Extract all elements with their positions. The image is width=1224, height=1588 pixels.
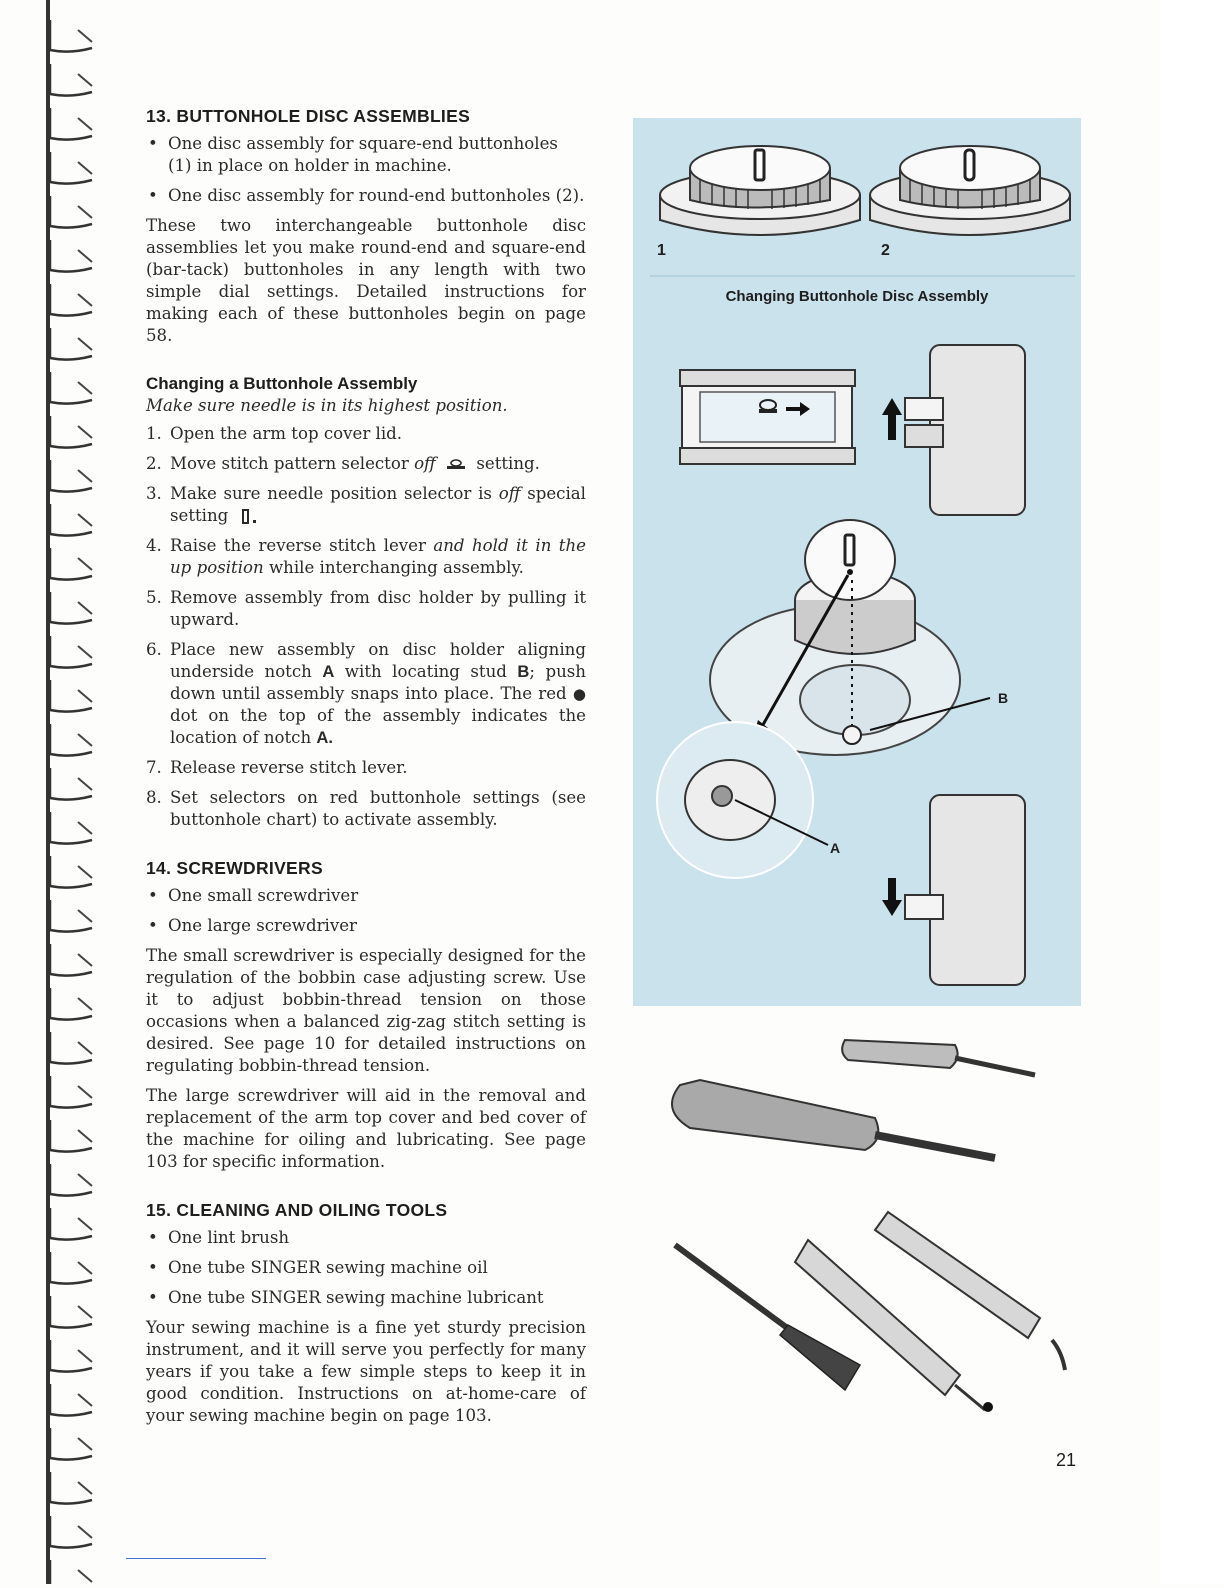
page-number: 21	[1056, 1450, 1077, 1470]
round-end-disc-illustration	[870, 146, 1070, 235]
step-number: 7.	[146, 758, 162, 777]
step-number: 2.	[146, 454, 162, 473]
figure-caption: Changing Buttonhole Disc Assembly	[725, 288, 989, 305]
step-text: dot on the top of the assembly indicates the location of notch	[170, 706, 586, 747]
list-item: • One disc assembly for square-end buttonholes (1) in place on holder in machine.	[146, 133, 586, 177]
section-15-heading: 15. CLEANING AND OILING TOOLS	[146, 1200, 448, 1220]
step-text: setting.	[471, 454, 540, 473]
figure-label-2: 2	[881, 242, 890, 259]
step-number: 8.	[146, 788, 162, 807]
step-text: with locating stud	[334, 662, 518, 681]
stud-b-ref: B	[517, 662, 530, 681]
list-item: • One tube SINGER sewing machine oil	[146, 1257, 586, 1279]
footer-rule	[126, 1558, 266, 1559]
step-number: 6.	[146, 640, 162, 659]
step-text: Place new assembly on disc holder aligning underside notch	[170, 640, 586, 681]
step-number: 1.	[146, 424, 162, 443]
notch-a-ref: A.	[316, 728, 334, 747]
step-text: ; push down until assembly snaps into place. The red	[170, 662, 586, 703]
changing-subheading: Make sure needle is in its highest position.	[146, 396, 508, 415]
step-number: 3.	[146, 484, 162, 503]
step-text: Remove assembly from disc holder by pulling it upward.	[170, 588, 586, 629]
step-text: Release reverse stitch lever.	[170, 758, 408, 777]
notch-a-ref: A	[322, 662, 335, 681]
changing-heading: Changing a Buttonhole Assembly	[146, 374, 418, 393]
section-13-paragraph: These two interchangeable buttonhole disc assemblies let you make round-end and square-end (bar-tack) buttonholes in any length with two simple dial settings. Detailed instructions for making each of these buttonholes begin on page 58.	[146, 216, 586, 345]
section-15-paragraph: Your sewing machine is a fine yet sturdy precision instrument, and it will serve you perfectly for many years if you take a few simple steps to keep it in good condition. Instructions on at-home-care of your sewing machine begin on page 103.	[146, 1318, 586, 1425]
large-screwdriver-illustration	[672, 1080, 995, 1158]
callout-a: A	[830, 840, 841, 856]
step-text: special setting	[170, 484, 586, 525]
step-emphasis: off	[414, 454, 436, 473]
list-item: • One disc assembly for round-end buttonholes (2).	[146, 185, 586, 207]
section-14-paragraph: The large screwdriver will aid in the removal and replacement of the arm top cover and bed cover of the machine for oiling and lubricating. See page 103 for specific information.	[146, 1086, 586, 1171]
step-text: Move stitch pattern selector	[170, 454, 415, 473]
reverse-lever-up-illustration	[882, 345, 1025, 515]
step-emphasis: and hold it in the up position	[170, 536, 586, 577]
callout-b: B	[998, 690, 1009, 706]
section-14-heading: 14. SCREWDRIVERS	[146, 858, 323, 878]
square-end-disc-illustration	[660, 146, 860, 235]
figure-label-1: 1	[657, 242, 666, 259]
step-text: Raise the reverse stitch lever	[170, 536, 434, 555]
list-item: • One large screwdriver	[146, 915, 586, 937]
pattern-dial-illustration	[680, 370, 855, 464]
step-number: 4.	[146, 536, 162, 555]
section-14-paragraph: The small screwdriver is especially designed for the regulation of the bobbin case adjusting screw. Use it to adjust bobbin-thread tension on those occasions when a balanced zig-zag stitch setting is desired. See page 10 for detailed instructions on regulating bobbin-thread tension.	[146, 946, 586, 1075]
list-item: • One small screwdriver	[146, 885, 586, 907]
step-number: 5.	[146, 588, 162, 607]
step-text: Set selectors on red buttonhole settings (see buttonhole chart) to activate assembly.	[170, 788, 586, 829]
reverse-lever-down-illustration	[882, 795, 1025, 985]
list-item: • One lint brush	[146, 1227, 586, 1249]
section-13-heading: 13. BUTTONHOLE DISC ASSEMBLIES	[146, 106, 471, 126]
small-screwdriver-illustration	[842, 1040, 1035, 1075]
list-item: • One tube SINGER sewing machine lubricant	[146, 1287, 586, 1309]
step-text: Open the arm top cover lid.	[170, 424, 403, 443]
step-text: while interchanging assembly.	[263, 558, 524, 577]
step-text: Make sure needle position selector is	[170, 484, 499, 503]
step-emphasis: off	[498, 484, 521, 503]
red-dot-icon: ●	[572, 685, 586, 703]
